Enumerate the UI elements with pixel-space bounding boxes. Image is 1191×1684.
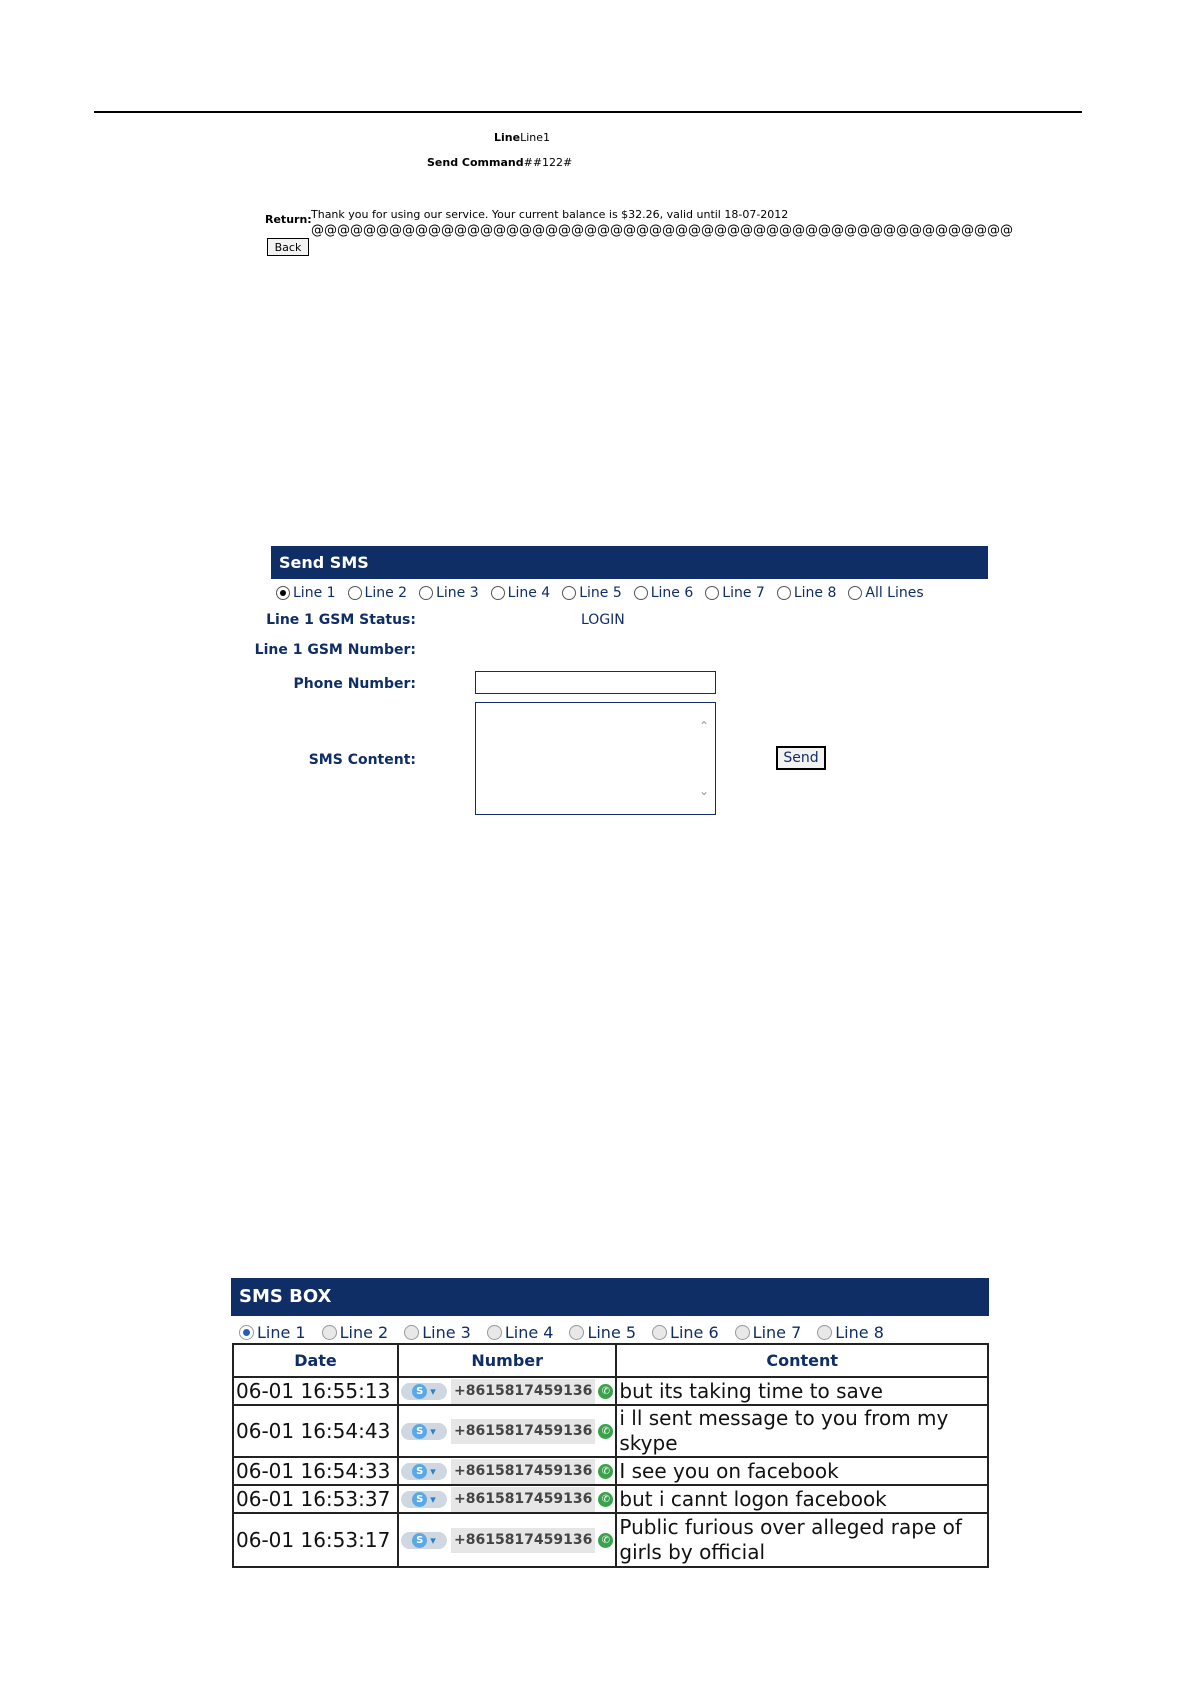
radio-icon[interactable] bbox=[569, 1325, 584, 1340]
send-line-option[interactable]: Line 7 bbox=[705, 585, 765, 601]
date-cell: 06-01 16:54:43 bbox=[233, 1405, 398, 1457]
box-line-option[interactable]: Line 8 bbox=[817, 1323, 884, 1342]
date-cell: 06-01 16:54:33 bbox=[233, 1457, 398, 1485]
table-row bbox=[233, 1405, 988, 1457]
radio-icon[interactable] bbox=[348, 586, 362, 600]
return-label: Return: bbox=[265, 213, 312, 226]
number-cell: S ▾ +8615817459136 ✆ bbox=[398, 1377, 616, 1405]
date-cell: 06-01 16:53:17 bbox=[233, 1513, 398, 1567]
radio-icon[interactable] bbox=[634, 586, 648, 600]
sms-box-header: SMS BOX bbox=[231, 1278, 989, 1316]
radio-icon[interactable] bbox=[777, 586, 791, 600]
send-line-option[interactable]: Line 3 bbox=[419, 585, 479, 601]
radio-icon[interactable] bbox=[562, 586, 576, 600]
send-line-option[interactable]: Line 6 bbox=[634, 585, 694, 601]
radio-icon[interactable] bbox=[404, 1325, 419, 1340]
content-cell: i ll sent message to you from my skype bbox=[616, 1405, 988, 1457]
phone-call-icon[interactable]: ✆ bbox=[598, 1424, 613, 1439]
send-line-option[interactable]: All Lines bbox=[848, 585, 923, 601]
number-cell: S ▾ +8615817459136 ✆ bbox=[398, 1513, 616, 1567]
box-line-option[interactable]: Line 4 bbox=[487, 1323, 554, 1342]
phone-call-icon[interactable]: ✆ bbox=[598, 1464, 613, 1479]
box-line-option[interactable]: Line 5 bbox=[569, 1323, 636, 1342]
send-line-selector bbox=[276, 585, 936, 601]
radio-icon[interactable] bbox=[491, 586, 505, 600]
sms-content-textarea[interactable] bbox=[475, 702, 716, 815]
radio-icon[interactable] bbox=[817, 1325, 832, 1340]
sms-content-label: SMS Content: bbox=[308, 752, 416, 768]
radio-icon[interactable] bbox=[322, 1325, 337, 1340]
radio-icon[interactable] bbox=[419, 586, 433, 600]
radio-icon[interactable] bbox=[735, 1325, 750, 1340]
send-sms-header: Send SMS bbox=[271, 546, 988, 579]
number-cell: S ▾ +8615817459136 ✆ bbox=[398, 1405, 616, 1457]
phone-call-icon[interactable]: ✆ bbox=[598, 1384, 613, 1399]
number-cell: S ▾ +8615817459136 ✆ bbox=[398, 1457, 616, 1485]
send-line-option[interactable]: Line 5 bbox=[562, 585, 622, 601]
content-cell: but its taking time to save bbox=[616, 1377, 988, 1405]
skype-icon[interactable]: S ▾ bbox=[401, 1383, 447, 1400]
number-cell: S ▾ +8615817459136 ✆ bbox=[398, 1485, 616, 1513]
top-rule bbox=[94, 111, 1082, 113]
radio-icon[interactable] bbox=[705, 586, 719, 600]
box-line-option[interactable]: Line 3 bbox=[404, 1323, 471, 1342]
phone-number-label: Phone Number: bbox=[293, 676, 416, 692]
table-row bbox=[233, 1457, 988, 1485]
gsm-status-value: LOGIN bbox=[581, 612, 625, 628]
table-row bbox=[233, 1513, 988, 1567]
column-header-content: Content bbox=[616, 1344, 988, 1377]
scroll-up-icon[interactable]: ⌃ bbox=[699, 719, 710, 733]
box-line-option[interactable]: Line 7 bbox=[735, 1323, 802, 1342]
phone-call-icon[interactable]: ✆ bbox=[598, 1492, 613, 1507]
skype-icon[interactable]: S ▾ bbox=[401, 1463, 447, 1480]
table-row bbox=[233, 1485, 988, 1513]
send-line-option[interactable]: Line 4 bbox=[491, 585, 551, 601]
table-header-row bbox=[233, 1344, 988, 1377]
date-cell: 06-01 16:55:13 bbox=[233, 1377, 398, 1405]
date-cell: 06-01 16:53:37 bbox=[233, 1485, 398, 1513]
skype-icon[interactable]: S ▾ bbox=[401, 1532, 447, 1549]
radio-icon[interactable] bbox=[848, 586, 862, 600]
send-button[interactable]: Send bbox=[776, 746, 826, 770]
back-button[interactable]: Back bbox=[267, 238, 309, 256]
box-line-option[interactable]: Line 6 bbox=[652, 1323, 719, 1342]
skype-icon[interactable]: S ▾ bbox=[401, 1423, 447, 1440]
gsm-status-label: Line 1 GSM Status: bbox=[266, 612, 416, 628]
radio-icon[interactable] bbox=[652, 1325, 667, 1340]
scroll-down-icon[interactable]: ⌄ bbox=[699, 784, 710, 798]
radio-icon[interactable] bbox=[276, 586, 290, 600]
content-cell: Public furious over alleged rape of girls by official bbox=[616, 1513, 988, 1567]
send-line-option[interactable]: Line 2 bbox=[348, 585, 408, 601]
phone-number-input[interactable] bbox=[475, 671, 716, 694]
ussd-line: LineLine1 bbox=[494, 131, 551, 144]
box-line-option[interactable]: Line 1 bbox=[239, 1323, 306, 1342]
skype-icon[interactable]: S ▾ bbox=[401, 1491, 447, 1508]
sms-table bbox=[232, 1343, 989, 1568]
send-line-option[interactable]: Line 1 bbox=[276, 585, 336, 601]
content-cell: I see you on facebook bbox=[616, 1457, 988, 1485]
ussd-command: Send Command##122# bbox=[427, 156, 573, 169]
return-text: Thank you for using our service. Your current balance is $32.26, valid until 18-07-2012 @@@@@@@@@@@@@@@@@@@@@@@@@@@@@@@@@@@@@@@@@@@@@@@@@@@@@@ bbox=[311, 208, 1013, 238]
table-row bbox=[233, 1377, 988, 1405]
content-cell: but i cannt logon facebook bbox=[616, 1485, 988, 1513]
box-line-option[interactable]: Line 2 bbox=[322, 1323, 389, 1342]
phone-call-icon[interactable]: ✆ bbox=[598, 1533, 613, 1548]
radio-icon[interactable] bbox=[239, 1325, 254, 1340]
gsm-number-label: Line 1 GSM Number: bbox=[254, 642, 416, 658]
column-header-number: Number bbox=[398, 1344, 616, 1377]
radio-icon[interactable] bbox=[487, 1325, 502, 1340]
send-line-option[interactable]: Line 8 bbox=[777, 585, 837, 601]
column-header-date: Date bbox=[233, 1344, 398, 1377]
box-line-selector bbox=[239, 1323, 900, 1342]
